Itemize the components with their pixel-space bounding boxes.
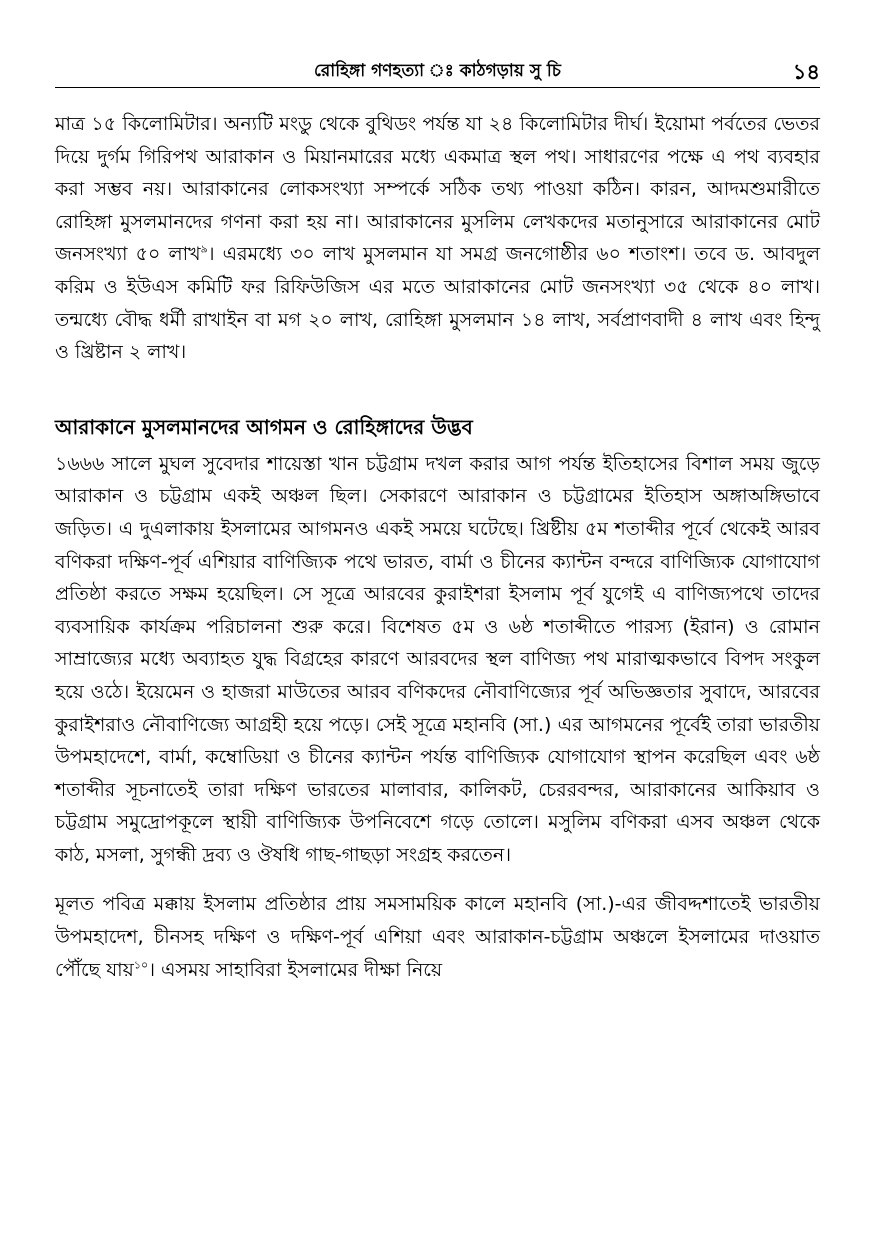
paragraph-gap bbox=[55, 871, 820, 888]
paragraph-text: মাত্র ১৫ কিলোমিটার। অন্যটি মংডু থেকে বুথিডং পর্যন্ত যা ২৪ কিলোমিটার দীর্ঘ। ইয়োমা পর্বতের ভেতর দিয়ে দুর্গম গিরিপথ আরাকান ও মিয়ানমারের মধ্যে একমাত্র স্থল পথ। সাধারণের পক্ষে এ পথ ব্যবহার করা সম্ভব নয়। আরাকানের লোকসংখ্যা সম্পর্কে সঠিক তথ্য পাওয়া কঠিন। কারন, আদমশুমারীতে রোহিঙ্গা মুসলমানদের গণনা করা হয় না। আরাকানের মুসলিম লেখকদের মতানুসারে আরাকানের মোট জনসংখ্যা ৫০ লাখ bbox=[55, 113, 820, 266]
footnote-marker: ৯ bbox=[200, 243, 208, 257]
paragraph-dawah bbox=[55, 888, 820, 986]
paragraph-text-cont: । এরমধ্যে ৩০ লাখ মুসলমান যা সমগ্র জনগোষ্ঠীর ৬০ শতাংশ। তবে ড. আবদুল করিম ও ইউএস কমিটি ফর রিফিউজিস এর মতে আরাকানের মোট জনসংখ্যা ৩৫ থেকে ৪০ লাখ। তন্মধ্যে বৌদ্ধ ধর্মী রাখাইন বা মগ ২০ লাখ, রোহিঙ্গা মুসলমান ১৪ লাখ, সর্বপ্রাণবাদী ৪ লাখ এবং হিন্দু ও খ্রিষ্টান ২ লাখ। bbox=[55, 243, 820, 364]
page-number: ১৪ bbox=[792, 60, 820, 84]
paragraph-arrival: ১৬৬৬ সালে মুঘল সুবেদার শায়েস্তা খান চট্টগ্রাম দখল করার আগ পর্যন্ত ইতিহাসের বিশাল সময় জুড়ে আরাকান ও চট্টগ্রাম একই অঞ্চল ছিল। সেকারণে আরাকান ও চট্টগ্রামের ইতিহাস অঙ্গাঅঙ্গিভাবে জড়িত। এ দুএলাকায় ইসলামের আগমনও একই সময়ে ঘটেছে। খ্রিষ্টীয় ৫ম শতাব্দীর পূর্বে থেকেই আরব বণিকরা দক্ষিণ-পূর্ব এশিয়ার বাণিজ্যিক পথে ভারত, বার্মা ও চীনের ক্যান্টন বন্দরে বাণিজ্যিক যোগাযোগ প্রতিষ্ঠা করতে সক্ষম হয়েছিল। সে সূত্রে আরবের কুরাইশরা ইসলাম পূর্ব যুগেই এ বাণিজ্যপথে তাদের ব্যবসায়িক কার্যক্রম পরিচালনা শুরু করে। বিশেষত ৫ম ও ৬ষ্ঠ শতাব্দীতে পারস্য (ইরান) ও রোমান সাম্রাজ্যের মধ্যে অব্যাহত যুদ্ধ বিগ্রহের কারণে আরবদের স্থল বাণিজ্য পথ মারাত্মকভাবে বিপদ সংকুল হয়ে ওঠে। ইয়েমেন ও হাজরা মাউতের আরব বণিকদের নৌবাণিজ্যের পূর্ব অভিজ্ঞতার সুবাদে, আরবের কুরাইশরাও নৌবাণিজ্যে আগ্রহী হয়ে পড়ে। সেই সূত্রে মহানবি (সা.) এর আগমনের পূর্বেই তারা ভারতীয় উপমহাদেশে, বার্মা, কম্বোডিয়া ও চীনের ক্যান্টন পর্যন্ত বাণিজ্যিক যোগাযোগ স্থাপন করেছিল এবং ৬ষ্ঠ শতাব্দীর সূচনাতেই তারা দক্ষিণ ভারতের মালাবার, কালিকট, চেররবন্দর, আরাকানের আকিয়াব ও চট্টগ্রাম সমুদ্রোপকূলে স্থায়ী বাণিজ্যিক উপনিবেশে গড়ে তোলে। মসুলিম বণিকরা এসব অঞ্চল থেকে কাঠ, মসলা, সুগন্ধী দ্রব্য ও ঔষধি গাছ-গাছড়া সংগ্রহ করতেন। bbox=[55, 452, 820, 866]
paragraph-text: মূলত পবিত্র মক্কায় ইসলাম প্রতিষ্ঠার প্রায় সমসাময়িক কালে মহানবি (সা.)-এর জীবদ্দশাতেই ভারতীয় উপমহাদেশ, চীনসহ দক্ষিণ ও দক্ষিণ-পূর্ব এশিয়া এবং আরাকান-চট্টগ্রাম অঞ্চলে ইসলামের দাওয়াত পৌঁছে যায় bbox=[55, 893, 820, 981]
paragraph-population bbox=[55, 108, 820, 369]
page-body bbox=[55, 108, 820, 986]
running-title: রোহিঙ্গা গণহত্যা ঃ কাঠগড়ায় সু চি bbox=[314, 61, 561, 81]
header-rule bbox=[55, 87, 820, 88]
section-heading: আরাকানে মুসলমানদের আগমন ও রোহিঙ্গাদের উদ্ভব bbox=[55, 414, 473, 439]
paragraph-text-cont: । এসময় সাহাবিরা ইসলামের দীক্ষা নিয়ে bbox=[148, 958, 443, 981]
running-header bbox=[55, 58, 820, 92]
footnote-marker: ১০ bbox=[133, 958, 149, 972]
